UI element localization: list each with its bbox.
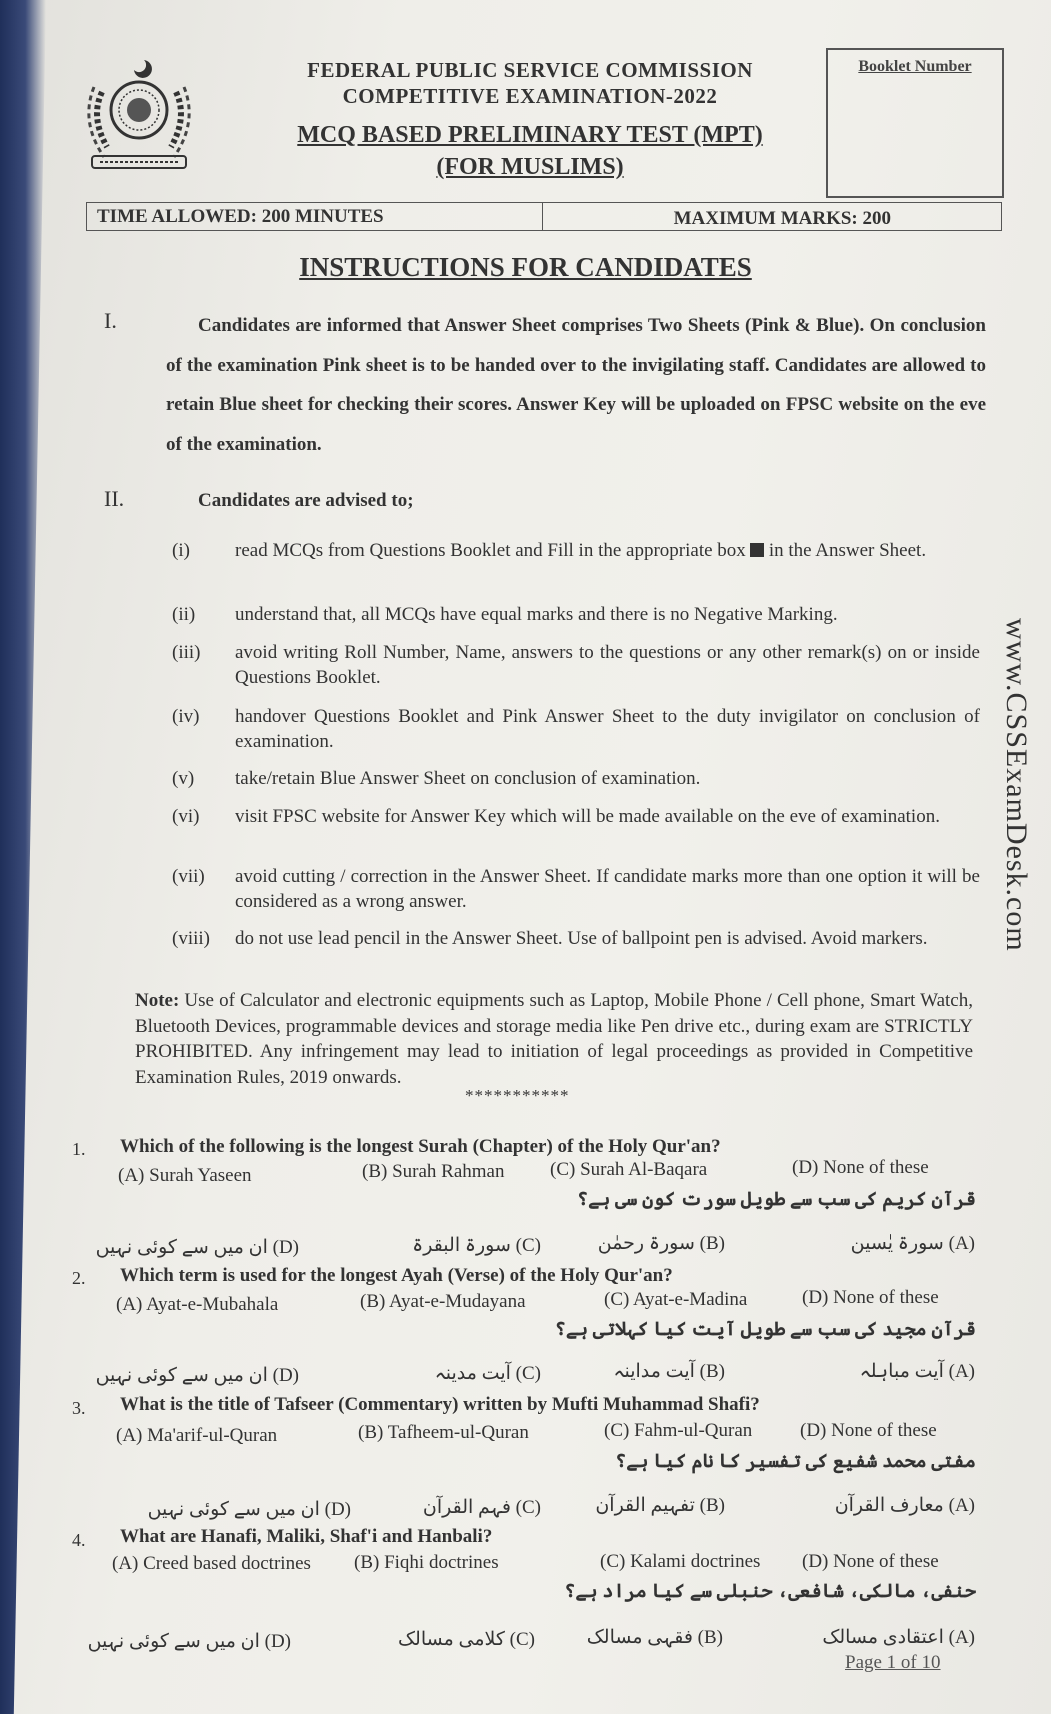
section-numeral-1: I. <box>104 308 117 333</box>
list-item: avoid cutting / correction in the Answer Sheet. If candidate marks more than one option it will be considered as a wrong answer. <box>235 866 980 912</box>
urdu-option-b: (B) سورۃ رحمٰن <box>597 1233 725 1254</box>
list-item-number: (vii) <box>172 866 205 887</box>
option-d: (D) None of these <box>800 1420 937 1441</box>
option-b: (B) Tafheem-ul-Quran <box>358 1422 529 1443</box>
option-a: (A) Ayat-e-Mubahala <box>116 1294 279 1315</box>
option-a: (A) Creed based doctrines <box>112 1553 311 1574</box>
option-b: (B) Surah Rahman <box>362 1161 505 1182</box>
list-item-number: (iii) <box>172 642 201 663</box>
question-number: 4. <box>72 1530 86 1550</box>
urdu-option-c: (C) کلامی مسالک <box>398 1629 535 1650</box>
urdu-option-a: (A) آیت مباہلہ <box>859 1361 975 1382</box>
booklet-number-label: Booklet Number <box>858 58 972 75</box>
urdu-option-d: (D) ان میں سے کوئی نہیں <box>147 1499 351 1520</box>
question-text: Which term is used for the longest Ayah (Verse) of the Holy Qur'an? <box>120 1265 673 1286</box>
page-number: Page 1 of 10 <box>845 1652 941 1673</box>
urdu-option-a: (A) سورۃ یٰسین <box>850 1233 975 1254</box>
option-d: (D) None of these <box>802 1287 939 1308</box>
maximum-marks: MAXIMUM MARKS: 200 <box>673 208 891 229</box>
time-marks-bar <box>86 202 1002 231</box>
urdu-option-c: (C) سورۃ البقرۃ <box>412 1235 541 1256</box>
test-category: (FOR MUSLIMS) <box>436 154 624 180</box>
section-1-text <box>166 306 986 464</box>
urdu-question: قرآن مجید کی سب سے طویل آیت کیا کہلاتی ہے؟ <box>554 1319 976 1340</box>
option-d: (D) None of these <box>792 1157 929 1178</box>
time-allowed: TIME ALLOWED: 200 MINUTES <box>97 206 384 227</box>
question-number: 3. <box>72 1398 86 1418</box>
urdu-question: مفتی محمد شفیع کی تفسیر کا نام کیا ہے؟ <box>615 1451 976 1472</box>
question-text: What are Hanafi, Maliki, Shaf'i and Hanbali? <box>120 1526 493 1547</box>
urdu-option-c: (C) آیت مدینہ <box>434 1363 541 1384</box>
option-b: (B) Ayat-e-Mudayana <box>360 1291 526 1312</box>
list-item: take/retain Blue Answer Sheet on conclusion of examination. <box>235 768 701 789</box>
option-a: (A) Ma'arif-ul-Quran <box>116 1425 278 1446</box>
urdu-option-a: (A) اعتقادی مسالک <box>822 1627 975 1648</box>
separator-stars: *********** <box>465 1086 570 1105</box>
question-number: 2. <box>72 1268 86 1288</box>
urdu-question: قرآن کریم کی سب سے طویل سورت کون سی ہے؟ <box>577 1189 976 1210</box>
note-paragraph <box>135 988 973 1090</box>
urdu-option-a: (A) معارف القرآن <box>834 1495 975 1516</box>
list-item-number: (iv) <box>172 706 200 727</box>
option-d: (D) None of these <box>802 1551 939 1572</box>
note-text: Use of Calculator and electronic equipments such as Laptop, Mobile Phone / Cell phone, Smart Watch, Bluetooth Devices, programmable devices and storage media like Pen drive etc., during exam are STRICTLY PROHIBITED. Any infringement may lead to initiation of legal proceedings as provided in Competitive Examination Rules, 2019 onwards. <box>135 990 973 1088</box>
exam-name: COMPETITIVE EXAMINATION-2022 <box>342 84 718 108</box>
list-item-number: (viii) <box>172 928 210 949</box>
urdu-option-d: (D) ان میں سے کوئی نہیں <box>95 1237 299 1258</box>
fpsc-logo-icon <box>72 52 206 182</box>
option-c: (C) Kalami doctrines <box>600 1551 761 1572</box>
list-item: understand that, all MCQs have equal marks and there is no Negative Marking. <box>235 604 838 625</box>
time-bar-divider <box>542 203 543 230</box>
filled-box-icon <box>750 543 764 557</box>
instructions-title: INSTRUCTIONS FOR CANDIDATES <box>299 252 752 282</box>
list-item <box>235 538 980 563</box>
option-c: (C) Surah Al-Baqara <box>550 1159 708 1180</box>
urdu-question: حنفی، مالکی، شافعی، حنبلی سے کیا مراد ہے؟ <box>564 1581 976 1602</box>
option-c: (C) Fahm-ul-Quran <box>604 1420 753 1441</box>
website-watermark: www.CSSExamDesk.com <box>1000 618 1033 952</box>
booklet-number-box <box>826 48 1004 198</box>
option-a: (A) Surah Yaseen <box>118 1165 252 1186</box>
urdu-option-b: (B) فقہی مسالک <box>586 1627 723 1648</box>
urdu-option-b: (B) آیت مداینہ <box>613 1361 725 1382</box>
section-1-body: Candidates are informed that Answer Sheet comprises Two Sheets (Pink & Blue). On conclusion of the examination Pink sheet is to be handed over to the invigilating staff. Candidates are allowed to retain Blue sheet for checking their scores. Answer Key will be uploaded on FPSC website on the eve of the examination. <box>166 315 986 455</box>
list-item-number: (ii) <box>172 604 196 625</box>
question-text: What is the title of Tafseer (Commentary) written by Mufti Muhammad Shafi? <box>120 1394 760 1415</box>
urdu-option-d: (D) ان میں سے کوئی نہیں <box>87 1631 291 1652</box>
commission-name: FEDERAL PUBLIC SERVICE COMMISSION <box>307 58 753 82</box>
question-text: Which of the following is the longest Surah (Chapter) of the Holy Qur'an? <box>120 1136 721 1157</box>
note-label: Note: <box>135 990 180 1011</box>
urdu-option-c: (C) فہم القرآن <box>422 1497 541 1518</box>
list-item: handover Questions Booklet and Pink Answer Sheet to the duty invigilator on conclusion of examination. <box>235 706 980 752</box>
list-item-number: (i) <box>172 540 190 561</box>
section-2-intro: Candidates are advised to; <box>198 490 414 511</box>
option-b: (B) Fiqhi doctrines <box>354 1552 499 1573</box>
list-item: do not use lead pencil in the Answer Sheet. Use of ballpoint pen is advised. Avoid markers. <box>235 928 928 949</box>
list-item-number: (v) <box>172 768 195 789</box>
urdu-option-d: (D) ان میں سے کوئی نہیں <box>95 1365 299 1386</box>
list-item-text: read MCQs from Questions Booklet and Fill in the appropriate box <box>235 540 746 561</box>
list-item-number: (vi) <box>172 806 200 827</box>
urdu-option-b: (B) تفہیم القرآن <box>595 1495 725 1516</box>
test-name: MCQ BASED PRELIMINARY TEST (MPT) <box>297 122 763 148</box>
list-item-text-end: in the Answer Sheet. <box>768 540 927 561</box>
option-c: (C) Ayat-e-Madina <box>604 1289 748 1310</box>
section-numeral-2: II. <box>104 486 125 511</box>
question-number: 1. <box>72 1139 86 1159</box>
list-item: visit FPSC website for Answer Key which will be made available on the eve of examination. <box>235 806 940 827</box>
list-item: avoid writing Roll Number, Name, answers to the questions or any other remark(s) on or inside Questions Booklet. <box>235 642 980 688</box>
